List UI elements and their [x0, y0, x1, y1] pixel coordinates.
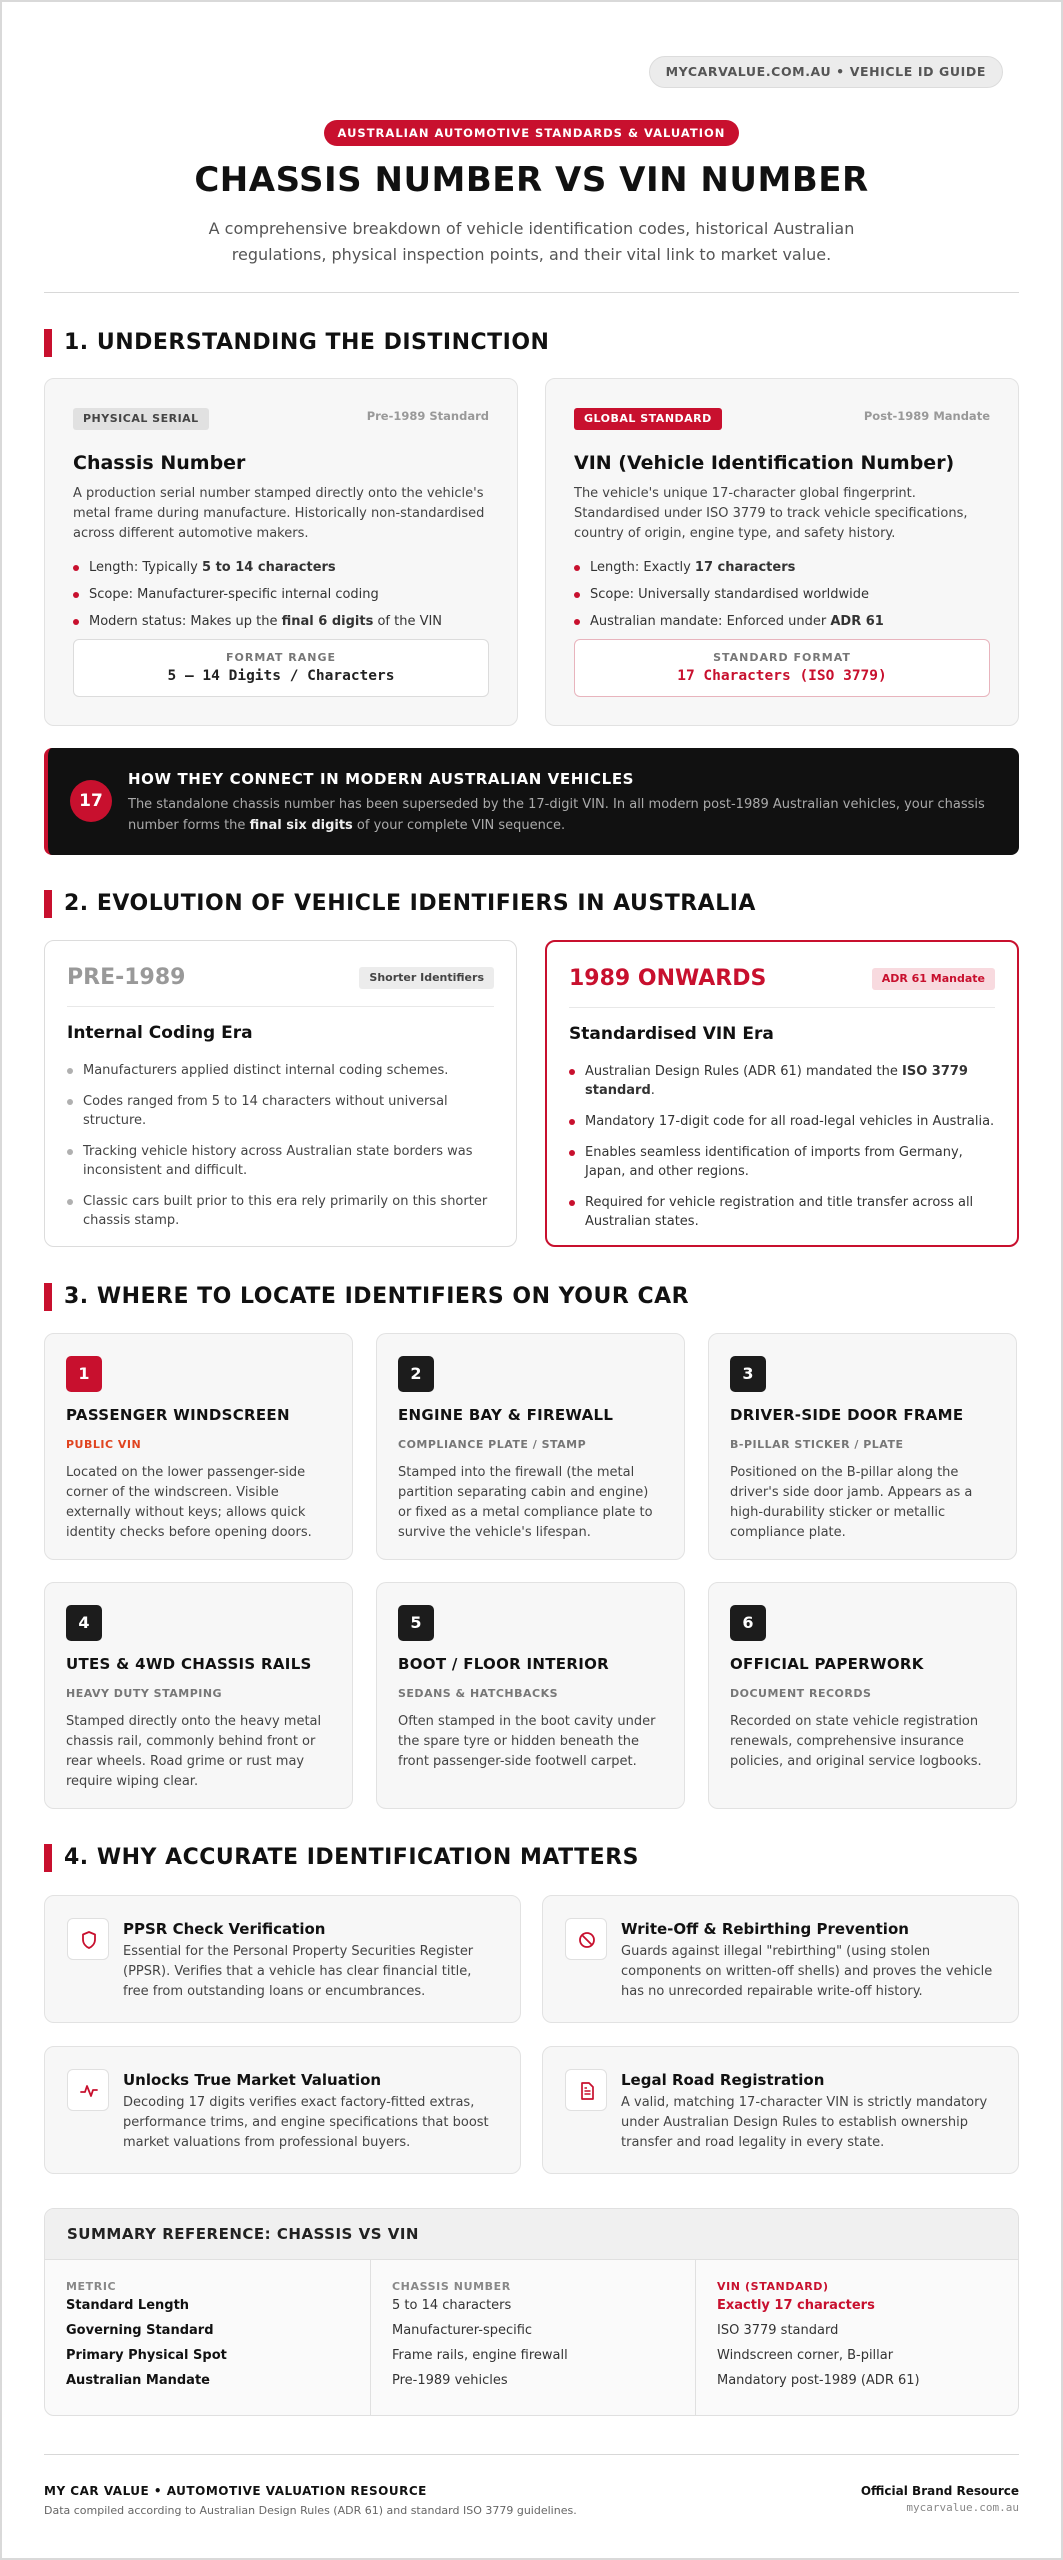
- list-item: Scope: Manufacturer-specific internal coding: [73, 585, 489, 604]
- chassis-format-box: [73, 639, 489, 697]
- page-subtitle: A comprehensive breakdown of vehicle identification codes, historical Australian regulations, physical inspection points, and their vital link to market value.: [208, 219, 855, 264]
- shield-icon: [67, 1918, 109, 1960]
- list-item: Length: Exactly 17 characters: [574, 558, 990, 577]
- section-title-evolution: 2. EVOLUTION OF VEHICLE IDENTIFIERS IN AUSTRALIA: [44, 889, 756, 919]
- list-item: Codes ranged from 5 to 14 characters without universal structure.: [67, 1092, 494, 1130]
- list-item: Tracking vehicle history across Australian state borders was inconsistent and difficult.: [67, 1142, 494, 1180]
- location-subtitle: PUBLIC VIN: [66, 1438, 142, 1451]
- location-text: Stamped into the firewall (the metal partition separating cabin and engine) or fixed as a metal compliance plate to survive the vehicle's lifespan.: [398, 1465, 653, 1540]
- hero: [44, 120, 1019, 268]
- location-title: PASSENGER WINDSCREEN: [66, 1406, 290, 1424]
- location-title: UTES & 4WD CHASSIS RAILS: [66, 1655, 312, 1673]
- location-text: Recorded on state vehicle registration renewals, comprehensive insurance policies, and original service logbooks.: [730, 1714, 982, 1769]
- location-subtitle: HEAVY DUTY STAMPING: [66, 1687, 223, 1700]
- location-card-chassis-rails: [44, 1582, 353, 1809]
- location-number: 6: [730, 1605, 766, 1641]
- summary-column-metric: [45, 2260, 370, 2415]
- table-cell: Exactly 17 characters: [717, 2298, 875, 2313]
- divider: [569, 1007, 995, 1008]
- location-number: 4: [66, 1605, 102, 1641]
- summary-column-chassis: [370, 2260, 695, 2415]
- list-item: Manufacturers applied distinct internal coding schemes.: [67, 1061, 494, 1080]
- location-text: Located on the lower passenger-side corner of the windscreen. Visible externally without keys; allows quick identity checks before opening doors.: [66, 1465, 312, 1540]
- era-heading: 1989 ONWARDS: [569, 966, 767, 991]
- why-card-registration: [542, 2046, 1019, 2174]
- why-text: A valid, matching 17-character VIN is strictly mandatory under Australian Design Rules to establish ownership transfer and road legality in every state.: [621, 2095, 988, 2150]
- era-tag: Shorter Identifiers: [359, 967, 494, 989]
- global-standard-badge: GLOBAL STANDARD: [574, 408, 722, 430]
- footer-right: [861, 2484, 1019, 2514]
- location-number: 1: [66, 1356, 102, 1392]
- location-card-door-frame: [708, 1333, 1017, 1560]
- vin-description: The vehicle's unique 17-character global fingerprint. Standardised under ISO 3779 to track vehicle specifications, country of origin, engine type, and safety history.: [574, 486, 968, 541]
- why-text: Decoding 17 digits verifies exact factory-fitted extras, performance trims, and engine specifications that boost market valuations from professional buyers.: [123, 2095, 489, 2150]
- chassis-card: [44, 378, 518, 726]
- list-item: Scope: Universally standardised worldwide: [574, 585, 990, 604]
- location-title: OFFICIAL PAPERWORK: [730, 1655, 924, 1673]
- location-number: 2: [398, 1356, 434, 1392]
- location-card-windscreen: [44, 1333, 353, 1560]
- location-text: Stamped directly onto the heavy metal chassis rail, commonly behind front or rear wheels. Road grime or rust may require wiping clear.: [66, 1714, 322, 1789]
- why-text: Guards against illegal "rebirthing" (using stolen components on written-off shells) and proves the vehicle has no unrecorded repairable write-off history.: [621, 1944, 993, 1999]
- location-card-boot-floor: [376, 1582, 685, 1809]
- location-subtitle: COMPLIANCE PLATE / STAMP: [398, 1438, 587, 1451]
- location-card-engine-bay: [376, 1333, 685, 1560]
- list-item: Enables seamless identification of imports from Germany, Japan, and other regions.: [569, 1143, 995, 1181]
- pulse-icon: [67, 2069, 109, 2111]
- header-divider: [44, 292, 1019, 293]
- list-item: Length: Typically 5 to 14 characters: [73, 558, 489, 577]
- post-1989-card: [545, 940, 1019, 1247]
- chassis-heading: Chassis Number: [73, 452, 246, 474]
- era-subheading: Internal Coding Era: [67, 1023, 253, 1043]
- section-title-locations: 3. WHERE TO LOCATE IDENTIFIERS ON YOUR CAR: [44, 1282, 689, 1312]
- vin-heading: VIN (Vehicle Identification Number): [574, 452, 955, 474]
- document-icon: [565, 2069, 607, 2111]
- vin-bullets: [574, 558, 990, 631]
- summary-table: [44, 2208, 1019, 2416]
- chassis-era-meta: Pre-1989 Standard: [366, 409, 489, 423]
- column-header: CHASSIS NUMBER: [392, 2280, 511, 2293]
- chassis-description: A production serial number stamped directly onto the vehicle's metal frame during manufacture. Historically non-standardised across different automotive makers.: [73, 486, 485, 541]
- table-cell: Pre-1989 vehicles: [392, 2373, 508, 2388]
- banner-title: HOW THEY CONNECT IN MODERN AUSTRALIAN VEHICLES: [128, 770, 635, 788]
- list-item: Australian mandate: Enforced under ADR 61: [574, 612, 990, 631]
- location-card-paperwork: [708, 1582, 1017, 1809]
- footer-note: Data compiled according to Australian Design Rules (ADR 61) and standard ISO 3779 guidelines.: [44, 2504, 577, 2517]
- table-cell: Australian Mandate: [66, 2373, 210, 2388]
- summary-column-vin: [695, 2260, 1019, 2415]
- location-title: ENGINE BAY & FIREWALL: [398, 1406, 614, 1424]
- seventeen-badge: 17: [70, 780, 112, 822]
- location-subtitle: DOCUMENT RECORDS: [730, 1687, 872, 1700]
- table-cell: Windscreen corner, B-pillar: [717, 2348, 894, 2363]
- summary-title: SUMMARY REFERENCE: CHASSIS VS VIN: [45, 2209, 1018, 2260]
- page-title: CHASSIS NUMBER VS VIN NUMBER: [194, 160, 869, 200]
- location-number: 3: [730, 1356, 766, 1392]
- table-cell: Standard Length: [66, 2298, 190, 2313]
- list-item: Required for vehicle registration and title transfer across all Australian states.: [569, 1193, 995, 1231]
- vin-card: [545, 378, 1019, 726]
- post-1989-bullets: [569, 1062, 995, 1231]
- column-header: VIN (STANDARD): [717, 2280, 829, 2293]
- location-text: Positioned on the B-pillar along the driver's side door jamb. Appears as a high-durability sticker or metallic compliance plate.: [730, 1465, 973, 1540]
- brand-pill[interactable]: MYCARVALUE.COM.AU • VEHICLE ID GUIDE: [649, 56, 1003, 88]
- location-title: DRIVER-SIDE DOOR FRAME: [730, 1406, 964, 1424]
- footer-left: [44, 2484, 577, 2517]
- table-cell: Governing Standard: [66, 2323, 214, 2338]
- list-item: Australian Design Rules (ADR 61) mandated the ISO 3779 standard.: [569, 1062, 995, 1100]
- location-subtitle: SEDANS & HATCHBACKS: [398, 1687, 559, 1700]
- vin-era-meta: Post-1989 Mandate: [863, 409, 990, 423]
- table-cell: Manufacturer-specific: [392, 2323, 533, 2338]
- connection-banner: [44, 748, 1019, 855]
- table-cell: 5 to 14 characters: [392, 2298, 512, 2313]
- table-cell: Frame rails, engine firewall: [392, 2348, 568, 2363]
- era-tag: ADR 61 Mandate: [872, 968, 995, 990]
- location-title: BOOT / FLOOR INTERIOR: [398, 1655, 609, 1673]
- prohibited-icon: [565, 1918, 607, 1960]
- footer-divider: [44, 2454, 1019, 2455]
- table-cell: Primary Physical Spot: [66, 2348, 227, 2363]
- why-card-ppsr: [44, 1895, 521, 2023]
- list-item: Mandatory 17-digit code for all road-legal vehicles in Australia.: [569, 1112, 995, 1131]
- why-title: Unlocks True Market Valuation: [123, 2071, 382, 2089]
- category-tag: AUSTRALIAN AUTOMOTIVE STANDARDS & VALUATION: [324, 120, 740, 146]
- era-subheading: Standardised VIN Era: [569, 1024, 774, 1044]
- column-header: METRIC: [66, 2280, 117, 2293]
- location-subtitle: B-PILLAR STICKER / PLATE: [730, 1438, 904, 1451]
- era-heading: PRE-1989: [67, 965, 186, 990]
- list-item: Modern status: Makes up the final 6 digits of the VIN: [73, 612, 489, 631]
- why-text: Essential for the Personal Property Securities Register (PPSR). Verifies that a vehicle has clear financial title, free from outstanding loans or encumbrances.: [123, 1944, 474, 1999]
- section-title-distinction: 1. UNDERSTANDING THE DISTINCTION: [44, 328, 549, 358]
- table-cell: ISO 3779 standard: [717, 2323, 839, 2338]
- why-card-rebirthing: [542, 1895, 1019, 2023]
- pre-1989-card: [44, 940, 517, 1247]
- divider: [67, 1006, 494, 1007]
- pre-1989-bullets: [67, 1061, 494, 1230]
- footer-title: MY CAR VALUE • AUTOMOTIVE VALUATION RESOURCE: [44, 2484, 427, 2498]
- table-cell: Mandatory post-1989 (ADR 61): [717, 2373, 920, 2388]
- vin-format-box: [574, 639, 990, 697]
- why-title: PPSR Check Verification: [123, 1920, 326, 1938]
- format-label: FORMAT RANGE: [225, 651, 336, 664]
- location-text: Often stamped in the boot cavity under the spare tyre or hidden beneath the front passenger-side footwell carpet.: [398, 1714, 656, 1769]
- footer-brand: Official Brand Resource: [860, 2484, 1019, 2498]
- chassis-bullets: [73, 558, 489, 631]
- physical-serial-badge: PHYSICAL SERIAL: [73, 408, 209, 430]
- format-label: STANDARD FORMAT: [713, 651, 851, 664]
- format-value: 5 – 14 Digits / Characters: [167, 668, 395, 684]
- why-title: Legal Road Registration: [621, 2071, 825, 2089]
- banner-text: The standalone chassis number has been superseded by the 17-digit VIN. In all modern post-1989 Australian vehicles, your chassis number forms the final six digits of your complete VIN sequence.: [128, 797, 985, 833]
- list-item: Classic cars built prior to this era rely primarily on this shorter chassis stamp.: [67, 1192, 494, 1230]
- why-title: Write-Off & Rebirthing Prevention: [621, 1920, 909, 1938]
- location-number: 5: [398, 1605, 434, 1641]
- footer-url-link[interactable]: mycarvalue.com.au: [906, 2501, 1019, 2514]
- format-value: 17 Characters (ISO 3779): [677, 668, 887, 684]
- section-title-why: 4. WHY ACCURATE IDENTIFICATION MATTERS: [44, 1843, 639, 1873]
- why-card-valuation: [44, 2046, 521, 2174]
